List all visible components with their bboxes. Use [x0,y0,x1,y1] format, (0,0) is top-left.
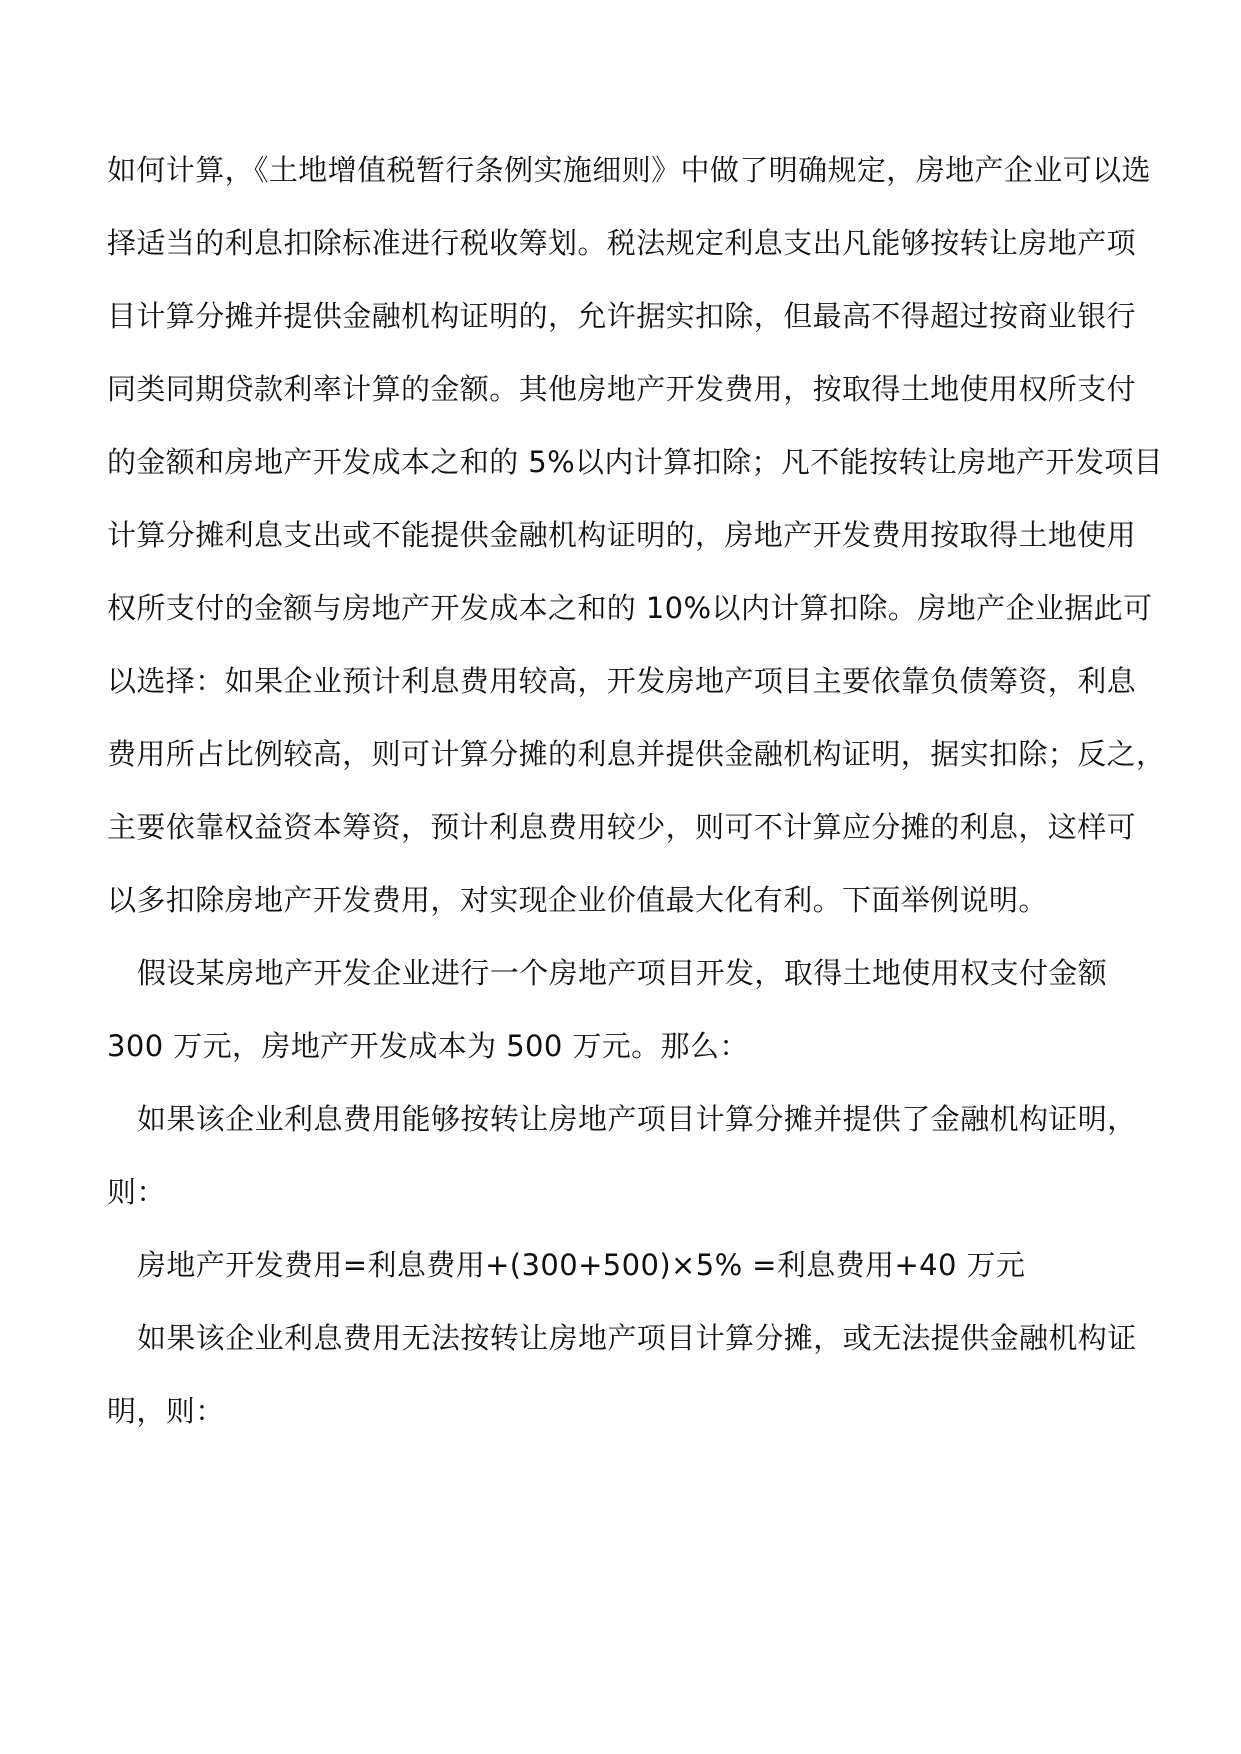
paragraph-line: 择适当的利息扣除标准进行税收筹划。税法规定利息支出凡能够按转让房地产项 [107,226,1137,260]
paragraph-line: 明，则： [107,1394,225,1428]
paragraph-line: 的金额和房地产开发成本之和的 5%以内计算扣除；凡不能按转让房地产开发项目 [107,445,1164,479]
paragraph-line: 假设某房地产开发企业进行一个房地产项目开发，取得土地使用权支付金额 [137,956,1108,990]
paragraph-line: 权所支付的金额与房地产开发成本之和的 10%以内计算扣除。房地产企业据此可 [107,591,1153,625]
paragraph-line: 如果该企业利息费用能够按转让房地产项目计算分摊并提供了金融机构证明， [137,1102,1137,1136]
paragraph-line: 目计算分摊并提供金融机构证明的，允许据实扣除，但最高不得超过按商业银行 [107,299,1137,333]
paragraph-line: 同类同期贷款利率计算的金额。其他房地产开发费用，按取得土地使用权所支付 [107,372,1137,406]
paragraph-line: 以多扣除房地产开发费用，对实现企业价值最大化有利。下面举例说明。 [107,883,1048,917]
paragraph-line: 如果该企业利息费用无法按转让房地产项目计算分摊，或无法提供金融机构证 [137,1321,1137,1355]
paragraph-line: 则： [107,1175,166,1209]
paragraph-line: 以选择：如果企业预计利息费用较高，开发房地产项目主要依靠负债筹资，利息 [107,664,1137,698]
paragraph-line: 计算分摊利息支出或不能提供金融机构证明的，房地产开发费用按取得土地使用 [107,518,1137,552]
paragraph-line: 如何计算，《土地增值税暂行条例实施细则》中做了明确规定，房地产企业可以选 [107,153,1151,187]
formula-line: 房地产开发费用=利息费用+(300+500)×5% =利息费用+40 万元 [137,1248,1026,1282]
paragraph-line: 主要依靠权益资本筹资，预计利息费用较少，则可不计算应分摊的利息，这样可 [107,810,1137,844]
paragraph-line: 300 万元，房地产开发成本为 500 万元。那么： [107,1029,749,1063]
paragraph-line: 费用所占比例较高，则可计算分摊的利息并提供金融机构证明，据实扣除；反之， [107,737,1166,771]
